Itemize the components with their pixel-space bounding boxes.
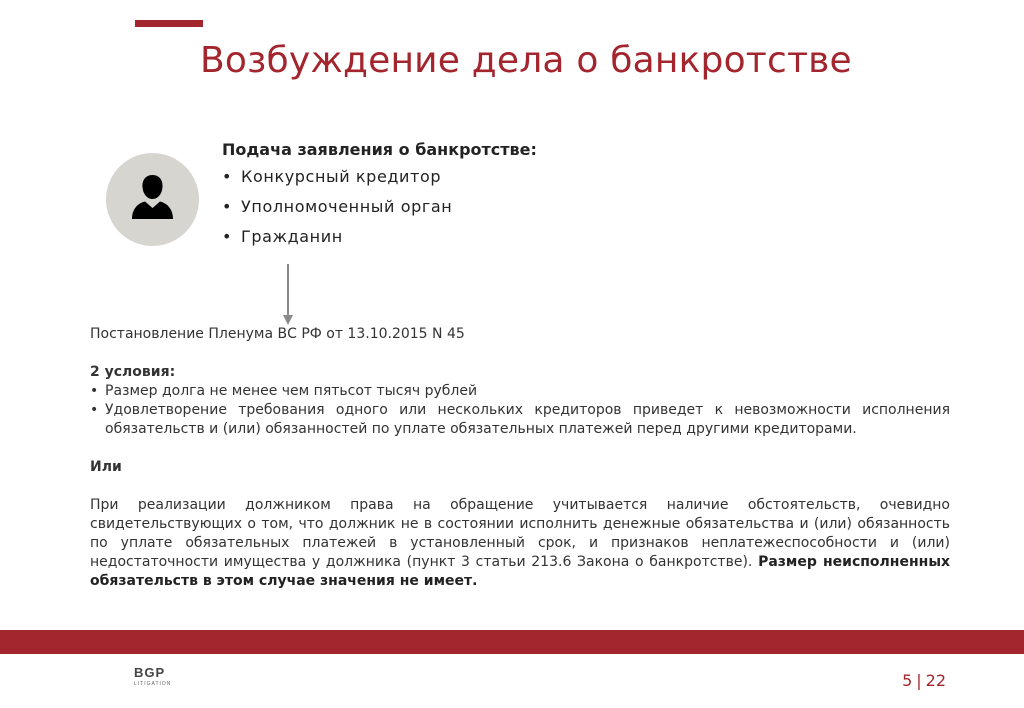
footer-bar [0, 630, 1024, 654]
filers-list [222, 167, 537, 257]
filer-item: • Уполномоченный орган [222, 197, 537, 227]
main-text [90, 325, 950, 591]
page-total: 22 [925, 671, 946, 690]
explanation-paragraph [90, 496, 950, 591]
paragraph-bold: Размер неисполненных обязательств в этом случае значения не имеет. [90, 554, 951, 589]
logo-main-text: BGP [134, 665, 166, 680]
title-accent-bar [135, 20, 203, 27]
page-current: 5 [902, 671, 913, 690]
filers-heading: Подача заявления о банкротстве: [222, 140, 537, 159]
slide-title: Возбуждение дела о банкротстве [200, 40, 852, 81]
paragraph-text: При реализации должником права на обращение учитывается наличие обстоятельств, очевидно свидетельствующих о том, что должник не в состоянии исполнить денежные обязательства и (или) обязанность по уплате обязательных платежей в установленный срок, и признаков неплатежеспособности и (или) недостаточности имущества у должника (пункт 3 статьи 213.6 Закона о банкротстве). [90, 497, 950, 570]
or-label: Или [90, 459, 122, 475]
filer-item: • Гражданин [222, 227, 537, 257]
page-separator: | [916, 671, 922, 690]
avatar [106, 153, 199, 246]
filer-item: • Конкурсный кредитор [222, 167, 537, 197]
filers-block [222, 140, 537, 257]
bgp-logo [134, 665, 171, 687]
conditions-heading: 2 условия: [90, 364, 176, 380]
condition-item: • Размер долга не менее чем пятьсот тысяч рублей [90, 382, 950, 401]
conditions-list [90, 382, 950, 439]
resolution-reference: Постановление Пленума ВС РФ от 13.10.2015 N 45 [90, 326, 465, 342]
logo-sub-text: LITIGATION [134, 681, 172, 687]
arrow-down-icon [282, 264, 294, 326]
condition-item: • Удовлетворение требования одного или нескольких кредиторов приведет к невозможности исполнения обязательств и (или) обязанностей по уплате обязательных платежей перед другими кредиторами. [90, 401, 950, 439]
person-icon [130, 173, 175, 221]
page-number [902, 671, 946, 690]
